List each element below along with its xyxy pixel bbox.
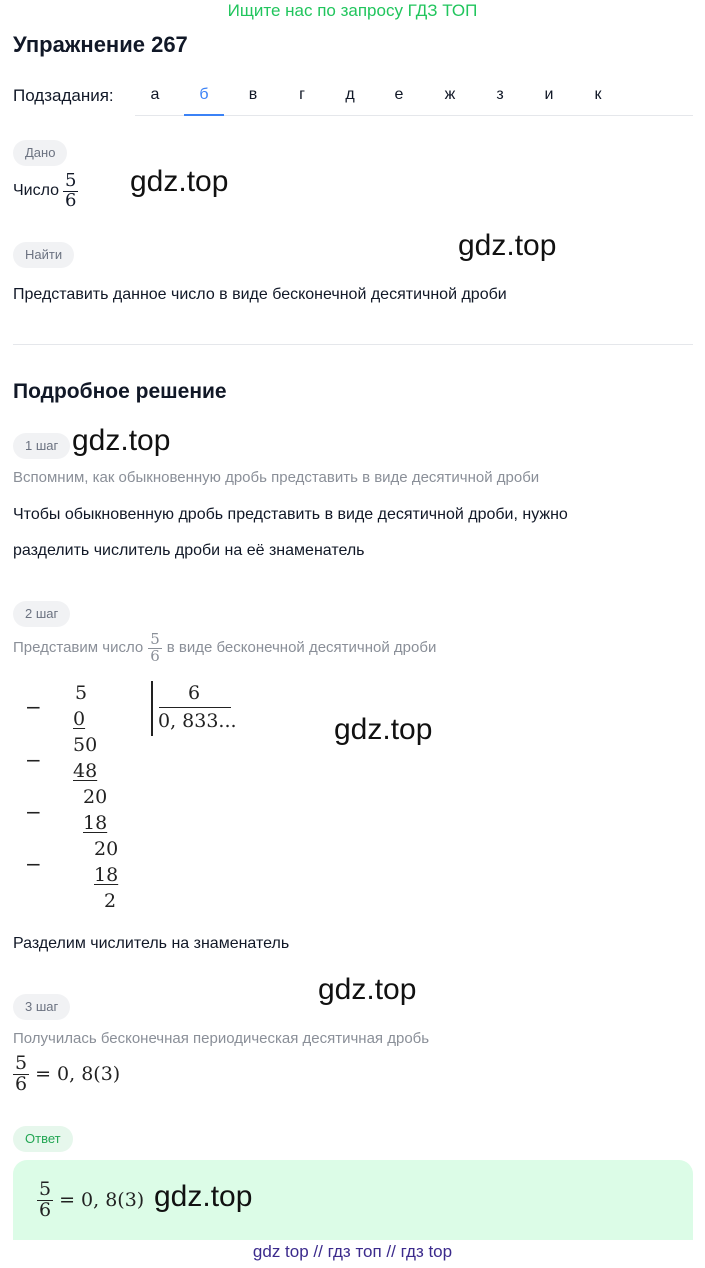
subtask-tab-d[interactable]: д <box>345 86 355 103</box>
step2-hint <box>13 632 436 665</box>
answer-fraction-numerator: 5 <box>39 1178 52 1200</box>
given-fraction <box>63 172 78 211</box>
page-title: Упражнение 267 <box>13 32 188 57</box>
watermark: gdz.top <box>154 1180 253 1213</box>
step3-result: = 0, 8(3) <box>35 1063 121 1086</box>
division-remainder: 20 <box>83 786 108 808</box>
step3-fraction <box>13 1054 29 1095</box>
division-remainder: 50 <box>73 734 98 756</box>
step2-badge: 2 шаг <box>13 601 70 627</box>
watermark: gdz.top <box>72 424 171 457</box>
answer-badge: Ответ <box>13 1126 73 1152</box>
division-divisor: 6 <box>188 682 201 704</box>
promo-banner[interactable]: Ищите нас по запросу ГДЗ ТОП <box>227 1 478 20</box>
step3-badge: 3 шаг <box>13 994 70 1020</box>
subtasks-label: Подзадания: <box>13 86 114 105</box>
given-statement <box>13 172 78 211</box>
subtask-tab-i[interactable]: и <box>544 86 554 103</box>
given-prefix: Число <box>13 182 60 200</box>
division-subtrahend: 48 <box>73 760 98 782</box>
watermark: gdz.top <box>458 229 557 262</box>
minus-sign: − <box>25 695 42 719</box>
subtask-tab-a[interactable]: а <box>150 86 160 103</box>
solution-title: Подробное решение <box>13 380 227 403</box>
answer-result: = 0, 8(3) <box>59 1189 145 1212</box>
long-division <box>20 680 280 920</box>
step2-fraction <box>148 632 162 665</box>
division-subtrahend: 18 <box>94 864 119 886</box>
subtask-tab-b[interactable]: б <box>184 86 224 116</box>
section-divider <box>13 344 693 345</box>
step1-line2: разделить числитель дроби на её знаменатель <box>13 542 365 559</box>
step2-hint-before: Представим число <box>13 639 144 657</box>
step3-equation <box>13 1054 120 1095</box>
footer-links[interactable]: gdz top // гдз топ // гдз top <box>252 1242 453 1261</box>
watermark: gdz.top <box>130 165 229 198</box>
subtask-tabs <box>135 82 693 116</box>
step2-hint-after: в виде бесконечной десятичной дроби <box>166 639 437 657</box>
answer-fraction-denominator: 6 <box>39 1198 52 1221</box>
division-quotient: 0, 833... <box>158 710 237 732</box>
step1-badge: 1 шаг <box>13 433 70 459</box>
minus-sign: − <box>25 748 42 772</box>
subtask-tab-e[interactable]: е <box>394 86 404 103</box>
division-dividend: 5 <box>75 682 88 704</box>
division-vertical-line <box>151 681 153 736</box>
answer-box <box>13 1160 693 1240</box>
step2-fraction-numerator: 5 <box>150 630 160 648</box>
minus-sign: − <box>25 852 42 876</box>
step2-fraction-denominator: 6 <box>150 646 160 665</box>
answer-equation <box>37 1180 144 1221</box>
division-horizontal-line <box>159 707 231 708</box>
find-text: Представить данное число в виде бесконечной десятичной дроби <box>13 286 507 303</box>
answer-fraction <box>37 1180 53 1221</box>
watermark: gdz.top <box>318 973 417 1006</box>
step3-fraction-denominator: 6 <box>15 1072 28 1095</box>
step3-fraction-numerator: 5 <box>15 1052 28 1074</box>
subtask-tab-v[interactable]: в <box>248 86 258 103</box>
minus-sign: − <box>25 800 42 824</box>
find-badge: Найти <box>13 242 74 268</box>
division-remainder: 20 <box>94 838 119 860</box>
given-badge: Дано <box>13 140 67 166</box>
division-subtrahend: 18 <box>83 812 108 834</box>
step1-hint: Вспомним, как обыкновенную дробь представить в виде десятичной дроби <box>13 469 540 486</box>
step1-line1: Чтобы обыкновенную дробь представить в виде десятичной дроби, нужно <box>13 506 568 523</box>
subtask-tab-k[interactable]: к <box>594 86 602 103</box>
watermark: gdz.top <box>334 713 433 746</box>
subtask-tab-z[interactable]: з <box>496 86 504 103</box>
given-fraction-numerator: 5 <box>65 170 77 191</box>
division-subtrahend: 0 <box>73 708 86 730</box>
step2-conclusion: Разделим числитель на знаменатель <box>13 935 290 952</box>
subtask-tab-g[interactable]: г <box>299 86 305 103</box>
step3-hint: Получилась бесконечная периодическая десятичная дробь <box>13 1030 430 1047</box>
subtask-tab-zh[interactable]: ж <box>444 86 456 103</box>
division-final-remainder: 2 <box>104 890 117 912</box>
given-fraction-denominator: 6 <box>65 189 77 211</box>
